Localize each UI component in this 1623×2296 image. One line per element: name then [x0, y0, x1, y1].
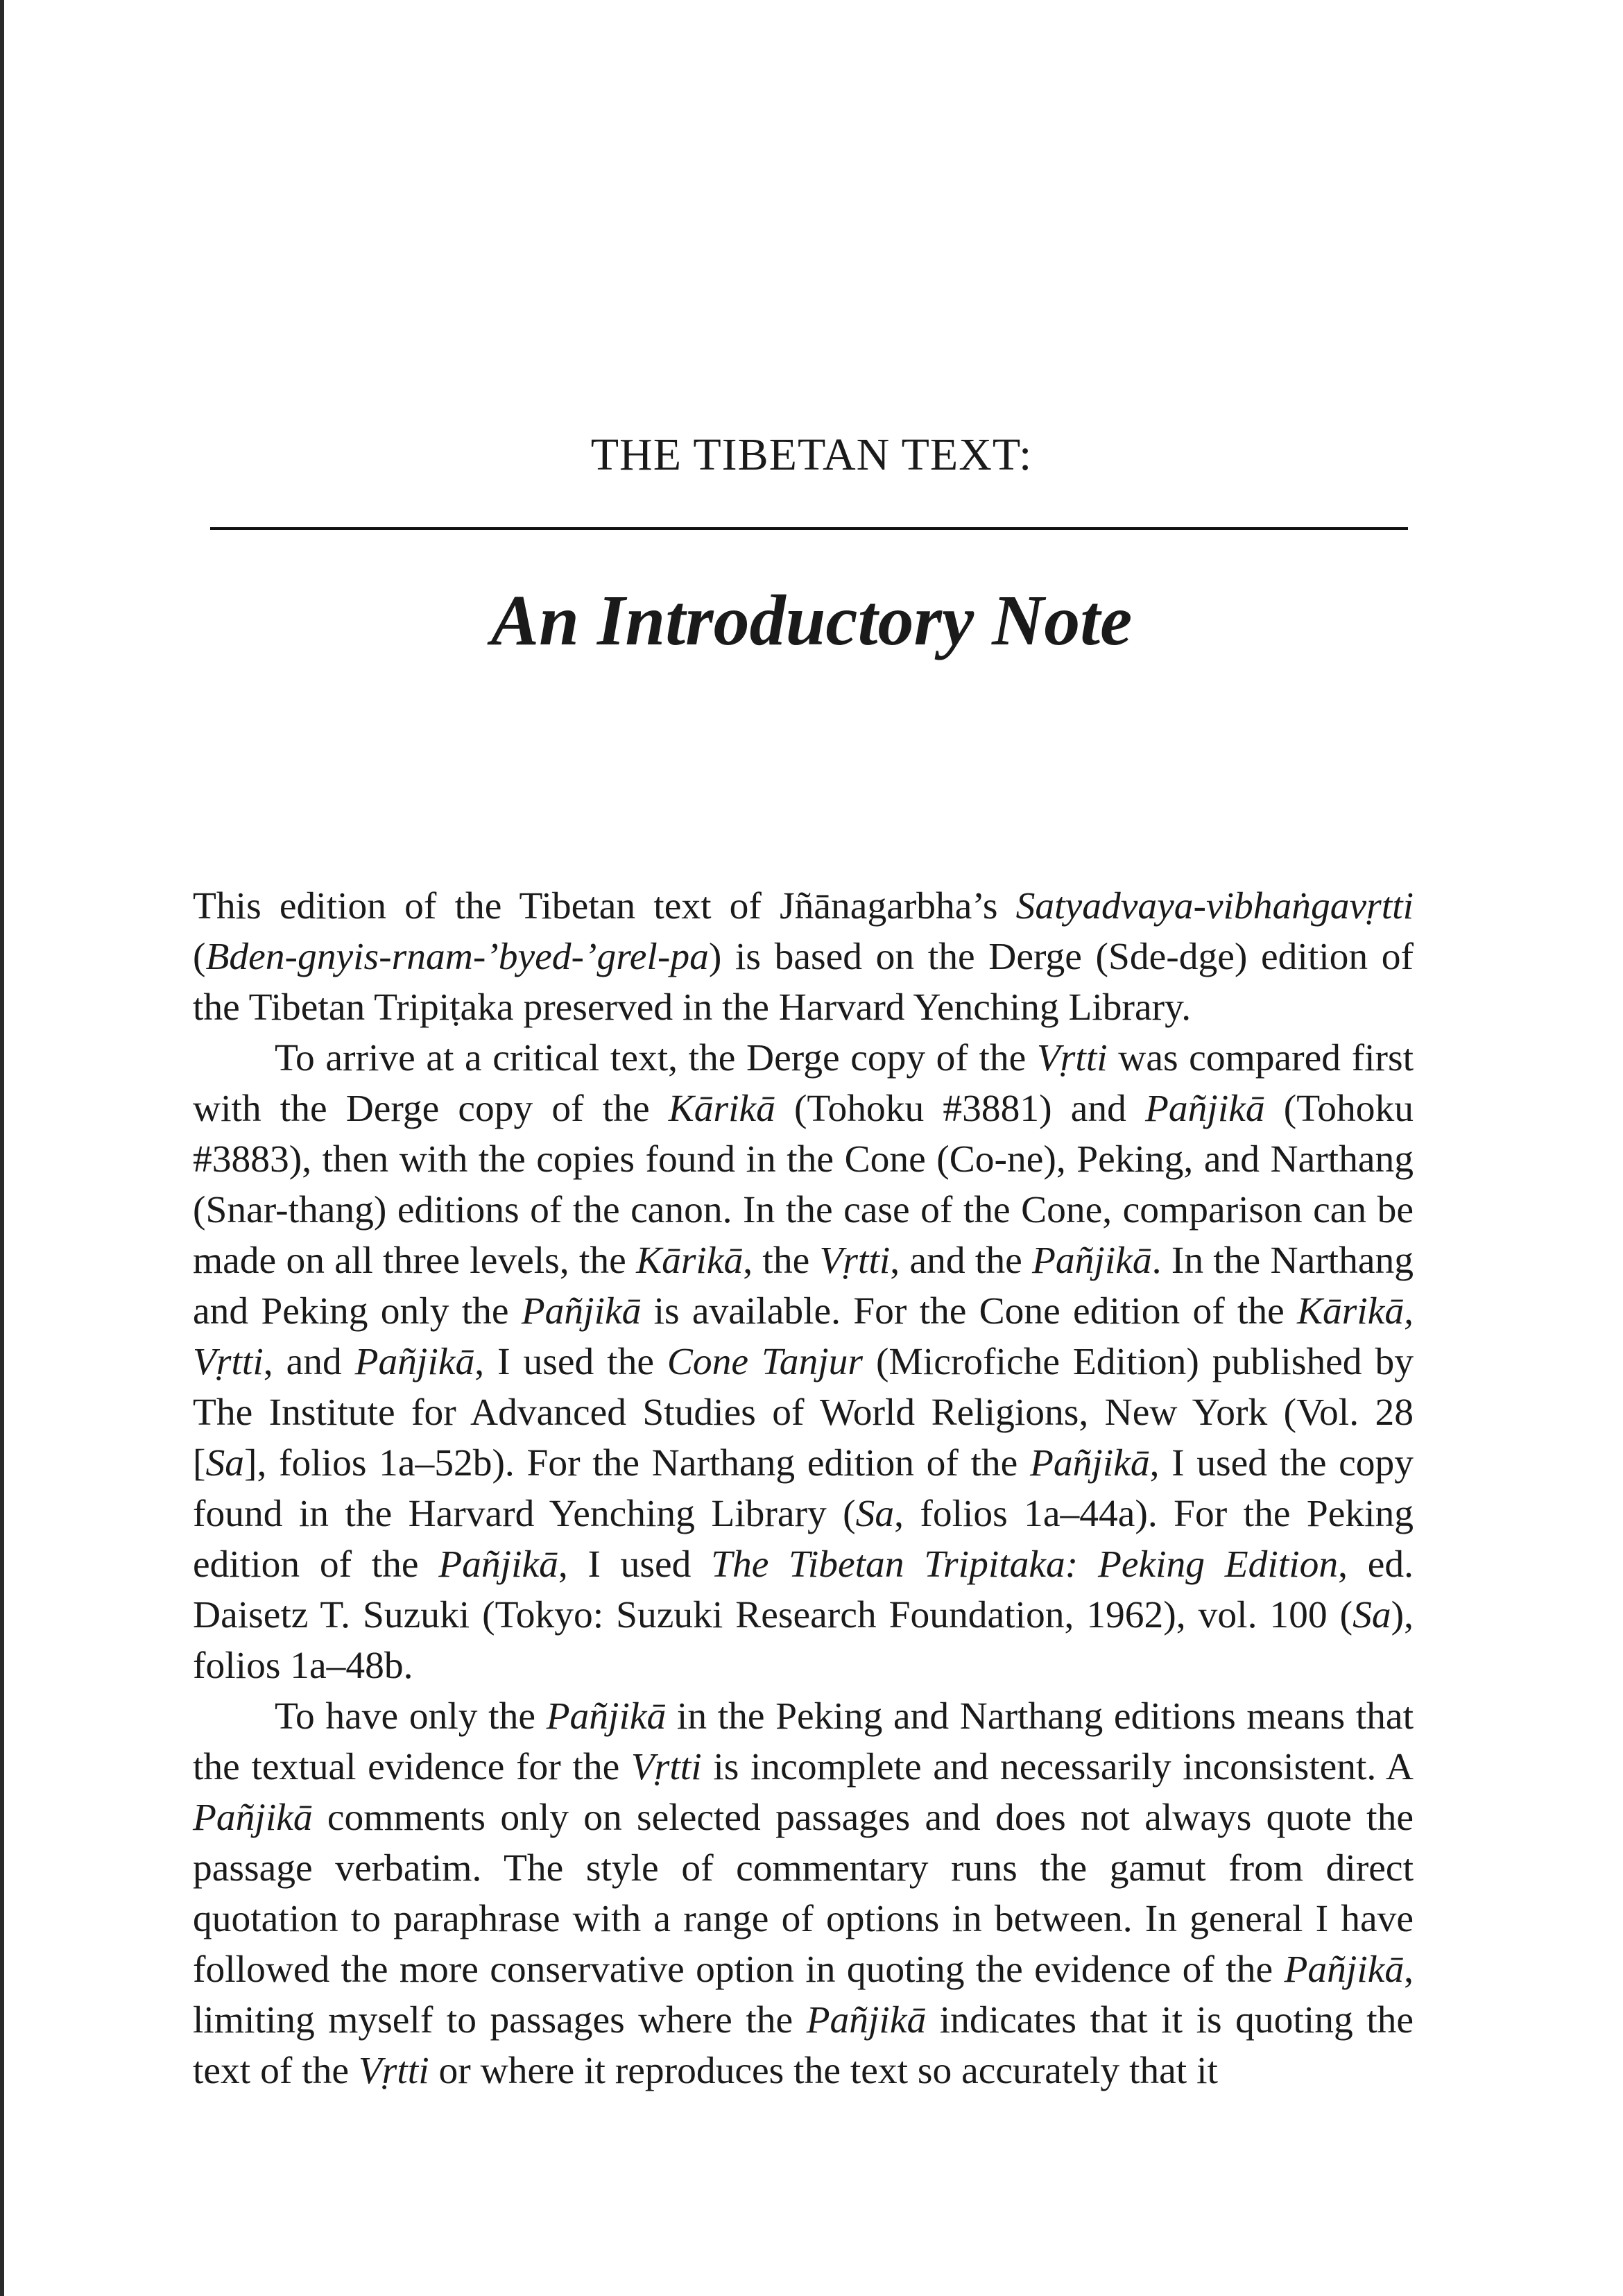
- italic-term: Vṛtti: [358, 2050, 429, 2092]
- text-run: or where it reproduces the text so accurately that it: [429, 2050, 1218, 2092]
- italic-term: Pañjikā: [1145, 1088, 1265, 1130]
- text-run: , I used: [558, 1543, 712, 1586]
- text-run: is incomplete and necessarily inconsistent. A: [701, 1746, 1414, 1788]
- text-run: . In the Narthang and Peking only the: [193, 1240, 1414, 1333]
- italic-term: Vṛtti: [630, 1746, 702, 1788]
- italic-term: Vṛtti: [1036, 1037, 1108, 1079]
- italic-term: Vṛtti: [819, 1240, 891, 1282]
- text-run: in the Peking and Narthang editions means that the textual evidence for the: [193, 1695, 1414, 1788]
- text-run: (Tohoku #3881) and: [775, 1088, 1145, 1130]
- italic-term: Kārikā: [636, 1240, 744, 1282]
- text-run: , folios 1a–44a). For the Peking edition of the: [193, 1493, 1414, 1586]
- paragraph-2: [193, 1033, 1414, 1691]
- italic-term: Pañjikā: [1284, 1948, 1405, 1991]
- text-run: , and the: [890, 1240, 1033, 1282]
- text-run: To have only the: [275, 1695, 547, 1738]
- paragraph-3: [193, 1691, 1414, 2096]
- italic-term: Pañjikā: [1029, 1442, 1150, 1484]
- body-text: [193, 881, 1414, 2096]
- italic-term: Pañjikā: [438, 1543, 558, 1586]
- page-title: An Introductory Note: [490, 581, 1133, 660]
- italic-term: Pañjikā: [521, 1290, 642, 1333]
- text-run: To arrive at a critical text, the Derge copy of the: [275, 1037, 1037, 1079]
- section-kicker: THE TIBETAN TEXT:: [590, 429, 1033, 480]
- text-run: , ed. Daisetz T. Suzuki (Tokyo: Suzuki Research Foundation, 1962), vol. 100 (: [193, 1543, 1414, 1636]
- italic-term: Pañjikā: [546, 1695, 667, 1738]
- text-run: was compared first with the Derge copy of the: [193, 1037, 1414, 1130]
- text-run: , I used the copy found in the Harvard Yenching Library (: [193, 1442, 1414, 1535]
- italic-term: Sa: [855, 1493, 895, 1535]
- italic-term: Cone Tanjur: [667, 1341, 864, 1383]
- text-run: , the: [743, 1240, 820, 1282]
- text-run: , limiting myself to passages where the: [193, 1948, 1414, 2041]
- text-run: (: [193, 936, 206, 978]
- text-run: (Microfiche Edition) published by The Institute for Advanced Studies of World Religions, New York (Vol. 28 [: [193, 1341, 1414, 1484]
- text-run: , and: [263, 1341, 355, 1383]
- italic-term: Kārikā: [668, 1088, 775, 1130]
- italic-term: Pañjikā: [806, 1999, 927, 2041]
- paragraph-1: [193, 881, 1414, 1033]
- italic-term: The Tibetan Tripitaka: Peking Edition: [711, 1543, 1339, 1586]
- text-run: This edition of the Tibetan text of Jñānagarbha’s: [193, 885, 1016, 927]
- italic-term: Bden-gnyis-rnam-’byed-’grel-pa: [205, 936, 709, 978]
- text-run: ) is based on the Derge (Sde-dge) edition of the Tibetan Tripiṭaka preserved in the Harvard Yenching Library.: [193, 936, 1414, 1029]
- italic-term: Satyadvaya-vibhaṅgavṛtti: [1015, 885, 1414, 927]
- italic-term: Sa: [1352, 1594, 1391, 1636]
- italic-term: Pañjikā: [1032, 1240, 1152, 1282]
- text-run: ), folios 1a–48b.: [193, 1594, 1414, 1687]
- italic-term: Sa: [205, 1442, 244, 1484]
- text-run: comments only on selected passages and does not always quote the passage verbatim. The style of commentary runs the gamut from direct quotation to paraphrase with a range of options in between. In general I have followed the more conservative option in quoting the evidence of the: [193, 1797, 1414, 1991]
- text-run: , I used the: [474, 1341, 667, 1383]
- italic-term: Kārikā, Vṛtti: [193, 1290, 1414, 1383]
- italic-term: Pañjikā: [354, 1341, 475, 1383]
- title-rule: [210, 527, 1408, 530]
- text-run: indicates that it is quoting the text of the: [193, 1999, 1414, 2092]
- italic-term: Pañjikā: [193, 1797, 313, 1839]
- text-run: is available. For the Cone edition of the: [641, 1290, 1297, 1333]
- text-run: ], folios 1a–52b). For the Narthang edition of the: [243, 1442, 1030, 1484]
- text-run: (Tohoku #3883), then with the copies found in the Cone (Co-ne), Peking, and Narthang (Snar-thang) editions of the canon. In the case of the Cone, comparison can be made on all three levels, the: [193, 1088, 1414, 1282]
